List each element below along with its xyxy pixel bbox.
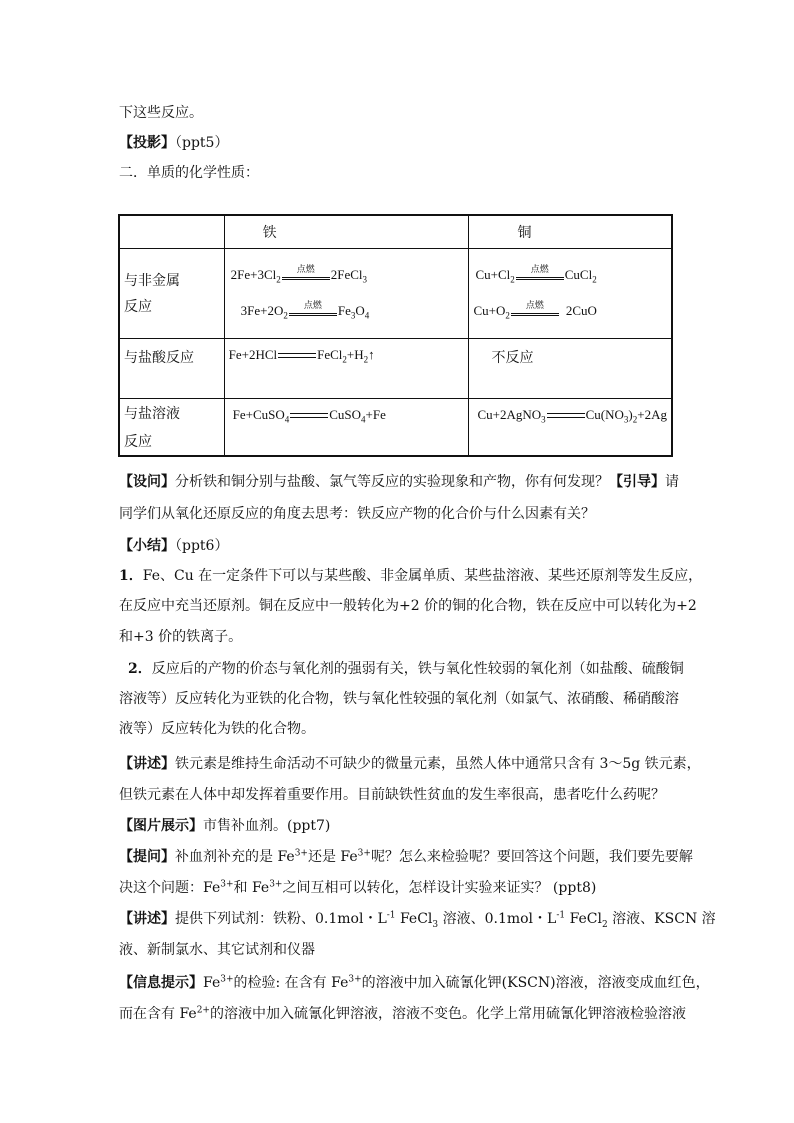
fe-hcl-equation: Fe+2HCl $FeCl_2+H_2↑$ bbox=[228, 346, 375, 365]
row-label bbox=[119, 338, 224, 398]
cu-hcl-cell: 不反应 bbox=[469, 338, 672, 398]
row-label bbox=[119, 398, 224, 456]
summary-2-line1: 2．反应后的产物的价态与氧化剂的强弱有关，铁与氧化性较弱的氧化剂（如盐酸、硫酸铜 bbox=[128, 661, 684, 677]
summary-line bbox=[119, 536, 228, 556]
row-label bbox=[119, 248, 224, 338]
summary-tag: 【小结】 bbox=[119, 538, 175, 554]
fe-salt-cell bbox=[224, 398, 469, 456]
fe-cl2-equation: $2Fe+3Cl_2$ 点燃 2FeCl$_3$ bbox=[230, 264, 368, 285]
shewen-tag: 【设问】 bbox=[119, 474, 175, 490]
projection-ref: （ppt5） bbox=[175, 135, 229, 151]
fe-o2-equation: $3Fe+2O_2$ 点燃 $Fe_3O_4$ bbox=[240, 300, 370, 321]
fe-hcl-cell bbox=[224, 338, 469, 398]
yindao-tag: 【引导】 bbox=[609, 474, 665, 490]
table-row bbox=[119, 248, 672, 338]
summary-1-line3: 和+3 价的铁离子。 bbox=[119, 629, 243, 645]
tiwen-line2: 决这个问题：$Fe^{3+}$和 $Fe^{3+}$之间互相可以转化，怎样设计实验来证实？ (ppt8) bbox=[119, 879, 597, 896]
cu-salt-cell bbox=[469, 398, 672, 456]
row-label-line1: 与盐酸反应 bbox=[124, 349, 194, 366]
picture-line: 【图片展示】市售补血剂。(ppt7) bbox=[119, 818, 331, 834]
shewen-text: 分析铁和铜分别与盐酸、氯气等反应的实验现象和产物，你有何发现？ bbox=[175, 474, 609, 490]
section-title: 二．单质的化学性质： bbox=[119, 165, 259, 181]
table-row bbox=[119, 398, 672, 456]
tiwen-line1: 【提问】补血剂补充的是 $Fe^{3+}$还是 $Fe^{3+}$呢？怎么来检验呢？要回答这个问题，我们要先要解 bbox=[119, 848, 693, 865]
shewen-line1 bbox=[119, 472, 679, 492]
cu-nonmetal-cell bbox=[469, 248, 672, 338]
row-label-line2: 反应 bbox=[124, 433, 152, 450]
jiangshu2-line2: 液、新制氯水、其它试剂和仪器 bbox=[119, 942, 315, 958]
header-empty-cell bbox=[119, 215, 224, 248]
shewen-line2: 同学们从氧化还原反应的角度去思考：铁反应产物的化合价与什么因素有关？ bbox=[119, 506, 595, 522]
yindao-text: 请 bbox=[665, 474, 679, 490]
summary-2-line2: 溶液等）反应转化为亚铁的化合物，铁与氧化性较强的氧化剂（如氯气、浓硝酸、稀硝酸溶 bbox=[119, 691, 679, 707]
summary-2-line3: 液等）反应转化为铁的化合物。 bbox=[119, 721, 315, 737]
cu-agno3-equation: Cu+2AgNO$_3$ $Cu(NO_3)_2+2Ag$ bbox=[477, 406, 667, 425]
summary-1-line2: 在反应中充当还原剂。铜在反应中一般转化为+2 价的铜的化合物，铁在反应中可以转化为+2 bbox=[119, 598, 697, 614]
summary-1-line1: 1．Fe、Cu 在一定条件下可以与某些酸、非金属单质、某些盐溶液、某些还原剂等发生反应， bbox=[119, 568, 703, 584]
header-fe: 铁 bbox=[224, 215, 469, 248]
projection-line bbox=[119, 133, 228, 153]
cu-o2-equation: $Cu+O_2$ 点燃 2CuO bbox=[473, 300, 597, 321]
jiangshu1-line1: 【讲述】铁元素是维持生命活动不可缺少的微量元素，虽然人体中通常只含有 3～5g 铁元素， bbox=[119, 756, 701, 772]
jiangshu2-line1: 【讲述】提供下列试剂：铁粉、0.1mol・$L^{-1}$ FeCl$_3$ 溶液、0.1mol・$L^{-1}$ FeCl$_2$ 溶液、KSCN 溶 bbox=[119, 910, 716, 930]
info-line1: 【信息提示】$Fe^{3+}$的检验: 在含有 $Fe^{3+}$的溶液中加入硫氰化钾(KSCN)溶液，溶液变成血红色， bbox=[119, 974, 710, 991]
table-header-row bbox=[119, 215, 672, 248]
fe-cuso4-equation: Fe+CuSO$_4$ CuSO$_4$+Fe bbox=[232, 406, 386, 425]
row-label-line1: 与盐溶液 bbox=[124, 405, 180, 422]
projection-tag: 【投影】 bbox=[119, 135, 175, 151]
cu-cl2-equation: $Cu+Cl_2$ 点燃 CuCl$_2$ bbox=[475, 264, 597, 285]
summary-ref: （ppt6） bbox=[175, 538, 229, 554]
row-label-line1: 与非金属 bbox=[124, 273, 180, 289]
intro-line: 下这些反应。 bbox=[119, 105, 203, 121]
info-line2: 而在含有 $Fe^{2+}$的溶液中加入硫氰化钾溶液，溶液不变色。化学上常用硫氰化钾溶液检验溶液 bbox=[119, 1005, 686, 1022]
row-label-line2: 反应 bbox=[124, 299, 152, 315]
header-cu: 铜 bbox=[469, 215, 672, 248]
reaction-table bbox=[118, 214, 673, 457]
table-row bbox=[119, 338, 672, 398]
fe-nonmetal-cell bbox=[224, 248, 469, 338]
jiangshu1-line2: 但铁元素在人体中却发挥着重要作用。目前缺铁性贫血的发生率很高，患者吃什么药呢？ bbox=[119, 787, 665, 803]
